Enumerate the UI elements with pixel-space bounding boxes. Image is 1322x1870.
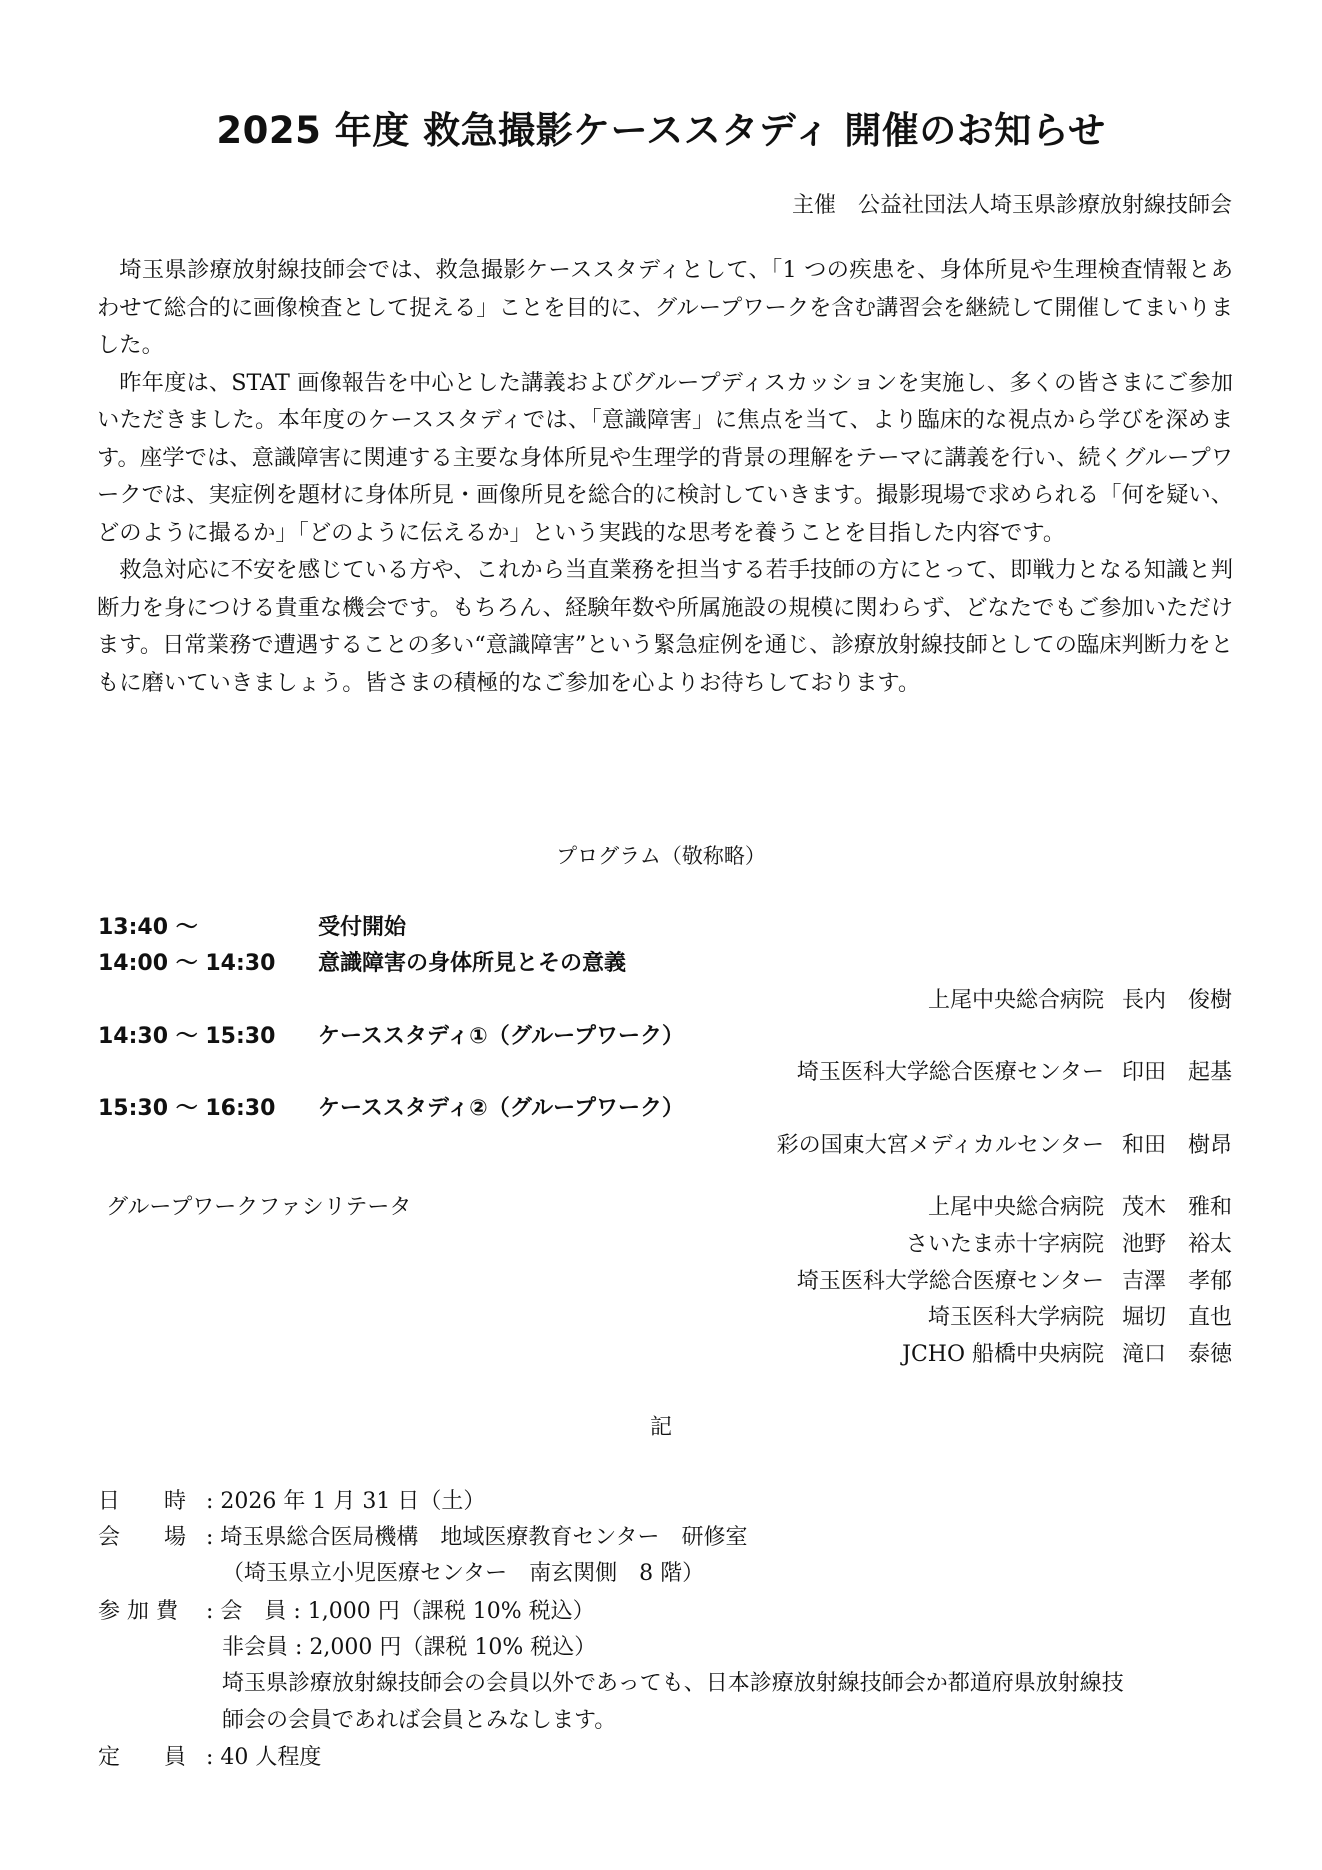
intro-paragraph: 昨年度は、STAT 画像報告を中心とした講義およびグループディスカッションを実施し、多くの皆さまにご参加いただきました。本年度のケーススタディでは、「意識障害」に焦点を当て、より臨床的な視点から学びを深めます。座学では、意識障害に関連する主要な身体所見や生理学的背景の理解をテーマに講義を行い、続くグループワークでは、実症例を題材に身体所見・画像所見を総合的に検討していきます。撮影現場で求められる「何を疑い、どのように撮るか」「どのように伝えるか」という実践的な思考を養うことを目指した内容です。: [97, 369, 1233, 546]
facilitator-row: [928, 1300, 1232, 1331]
fee-nonmember: 非会員 : 2,000 円（課税 10% 税込）: [222, 1635, 597, 1660]
capacity-label: 定 員: [98, 1745, 187, 1770]
facilitator-label: グループワークファシリテータ: [106, 1195, 412, 1220]
facilitator-name: 滝口 泰徳: [1121, 1342, 1232, 1367]
venue-value: : 埼玉県総合医局機構 地域医療教育センター 研修室: [206, 1525, 748, 1550]
speaker-name: 印田 起基: [1121, 1060, 1232, 1085]
page-title: 2025 年度 救急撮影ケーススタディ 開催のお知らせ: [216, 109, 1106, 152]
facilitator-name: 茂木 雅和: [1121, 1195, 1232, 1220]
organizer-line: 主催 公益社団法人埼玉県診療放射線技師会: [791, 193, 1232, 218]
date-label: 日 時: [98, 1489, 187, 1514]
facilitator-name: 池野 裕太: [1121, 1232, 1232, 1257]
facilitator-row: [902, 1337, 1232, 1368]
facilitator-institution: 上尾中央総合病院: [927, 1195, 1104, 1220]
facilitator-institution: 埼玉医科大学病院: [927, 1305, 1104, 1330]
ki-heading: 記: [649, 1415, 672, 1440]
speaker-institution: 彩の国東大宮メディカルセンター: [776, 1133, 1104, 1158]
facilitator-institution: JCHO 船橋中央病院: [902, 1342, 1104, 1367]
speaker-name: 長内 俊樹: [1121, 988, 1232, 1013]
program-speaker: [797, 1055, 1232, 1086]
fee-note: 埼玉県診療放射線技師会の会員以外であっても、日本診療放射線技師会か都道府県放射線技: [222, 1671, 1124, 1696]
date-value: : 2026 年 1 月 31 日（土）: [206, 1489, 486, 1514]
facilitator-row: [928, 1190, 1232, 1221]
facilitator-institution: 埼玉医科大学総合医療センター: [796, 1269, 1104, 1294]
capacity-value: : 40 人程度: [206, 1745, 322, 1770]
fee-member: : 会 員 : 1,000 円（課税 10% 税込）: [206, 1599, 595, 1624]
speaker-institution: 上尾中央総合病院: [927, 988, 1104, 1013]
program-speaker: [928, 983, 1232, 1014]
program-time: 13:40 〜: [98, 915, 198, 940]
facilitator-row: [797, 1264, 1232, 1295]
fee-label: 参 加 費: [98, 1599, 178, 1624]
venue-label: 会 場: [98, 1525, 187, 1550]
program-heading: プログラム（敬称略）: [556, 844, 766, 868]
speaker-institution: 埼玉医科大学総合医療センター: [796, 1060, 1104, 1085]
program-time: 14:30 〜 15:30: [98, 1024, 276, 1049]
facilitator-name: 堀切 直也: [1121, 1305, 1232, 1330]
intro-paragraph: 埼玉県診療放射線技師会では、救急撮影ケーススタディとして、「1 つの疾患を、身体所見や生理検査情報とあわせて総合的に画像検査として捉える」ことを目的に、グループワークを含む講習会を継続して開催してまいりました。: [97, 257, 1233, 358]
program-speaker: [777, 1128, 1232, 1159]
facilitator-institution: さいたま赤十字病院: [905, 1232, 1104, 1257]
program-title: 受付開始: [318, 915, 407, 940]
fee-note: 師会の会員であれば会員とみなします。: [222, 1708, 617, 1733]
facilitator-name: 吉澤 孝郁: [1121, 1269, 1232, 1294]
program-title: ケーススタディ②（グループワーク）: [318, 1096, 685, 1121]
venue-note: （埼玉県立小児医療センター 南玄関側 8 階）: [222, 1561, 705, 1586]
program-title: ケーススタディ①（グループワーク）: [318, 1024, 685, 1049]
program-time: 14:00 〜 14:30: [98, 951, 276, 976]
intro-body: [97, 252, 1233, 702]
speaker-name: 和田 樹昂: [1121, 1133, 1232, 1158]
program-time: 15:30 〜 16:30: [98, 1096, 276, 1121]
program-title: 意識障害の身体所見とその意義: [318, 951, 627, 976]
facilitator-row: [906, 1227, 1232, 1258]
intro-paragraph: 救急対応に不安を感じている方や、これから当直業務を担当する若手技師の方にとって、即戦力となる知識と判断力を身につける貴重な機会です。もちろん、経験年数や所属施設の規模に関わらず、どなたでもご参加いただけます。日常業務で遭遇することの多い“意識障害”という緊急症例を通じ、診療放射線技師としての臨床判断力をともに磨いていきましょう。皆さまの積極的なご参加を心よりお待ちしております。: [97, 557, 1233, 696]
